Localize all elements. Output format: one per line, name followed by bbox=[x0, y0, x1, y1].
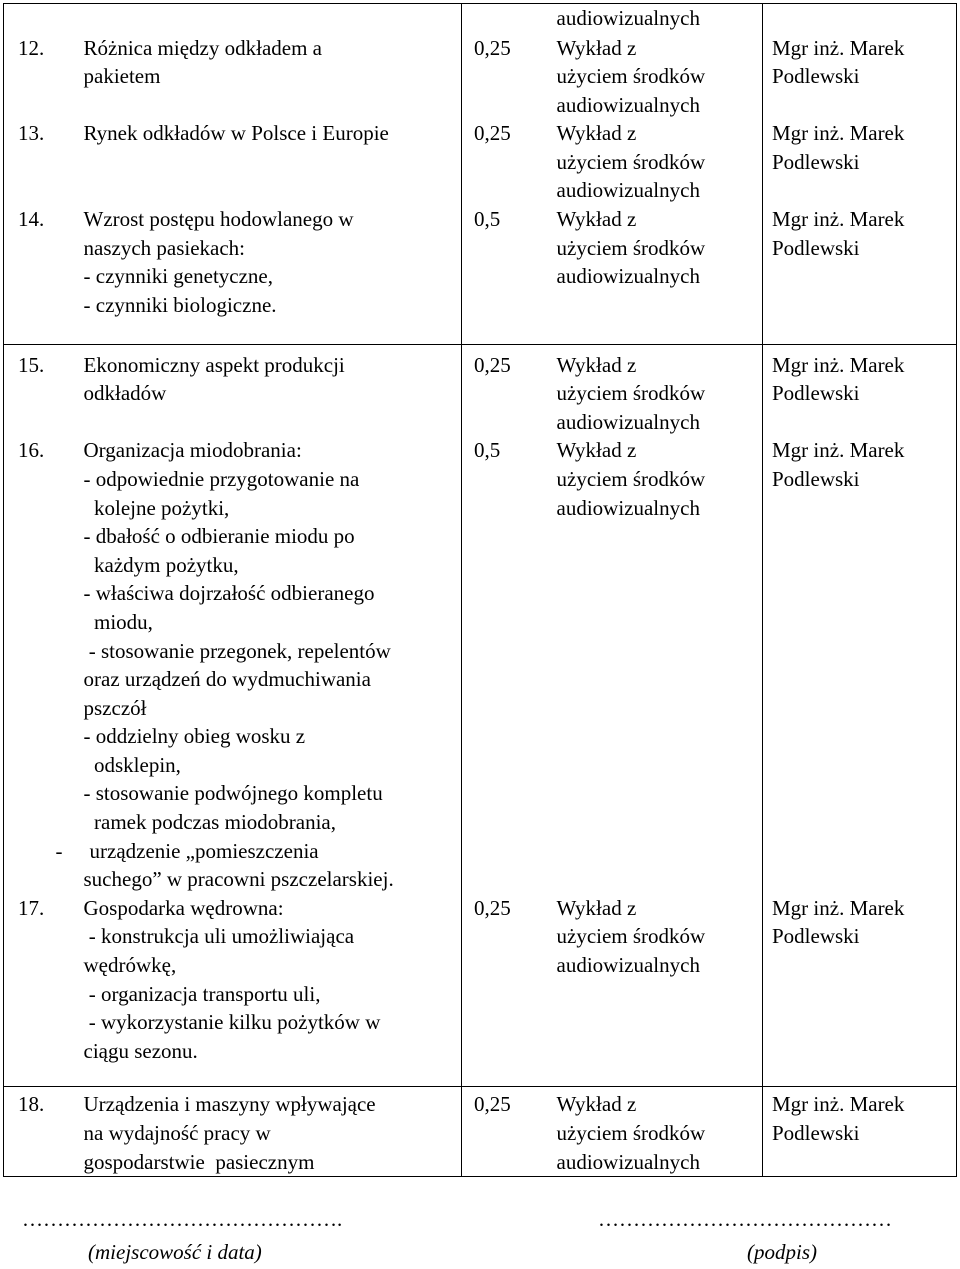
table-row bbox=[4, 119, 957, 205]
topic-line: - konstrukcja uli umożliwiająca bbox=[83, 924, 355, 949]
topic-line: naszych pasiekach: bbox=[83, 235, 246, 260]
lecturer-line: Mgr inż. Marek bbox=[772, 1092, 905, 1117]
topic-line: - stosowanie przegonek, repelentów bbox=[83, 638, 391, 663]
form-line: Wykład z bbox=[556, 121, 637, 146]
form-line: audiowizualnych bbox=[556, 953, 700, 978]
topic-line: Wzrost postępu hodowlanego w bbox=[83, 207, 354, 232]
topic-line: - organizacja transportu uli, bbox=[83, 981, 321, 1006]
topic-line: - czynniki genetyczne, bbox=[83, 264, 273, 289]
table-row bbox=[4, 34, 957, 120]
row-number: 16. bbox=[18, 438, 45, 463]
topic-line: - dbałość o odbieranie miodu po bbox=[83, 524, 355, 549]
form-line: użyciem środków bbox=[556, 381, 706, 406]
form-line: użyciem środków bbox=[556, 149, 706, 174]
lecturer-line: Podlewski bbox=[772, 466, 860, 491]
lecturer-line: Mgr inż. Marek bbox=[772, 207, 905, 232]
topic-line: Organizacja miodobrania: bbox=[83, 438, 302, 463]
hours-value: 0,25 bbox=[474, 1092, 511, 1117]
topic-line: ramek podczas miodobrania, bbox=[83, 810, 336, 835]
row-number: 13. bbox=[18, 121, 45, 146]
topic-line: Różnica między odkładem a bbox=[83, 35, 322, 60]
hours-value: 0,5 bbox=[474, 438, 501, 463]
lecturer-line: Mgr inż. Marek bbox=[772, 438, 905, 463]
topic-line: - czynniki biologiczne. bbox=[83, 292, 277, 317]
topic-line: - oddzielny obieg wosku z bbox=[83, 724, 306, 749]
place-date-dots: ………………………………………. bbox=[22, 1207, 343, 1231]
signature-label: (podpis) bbox=[747, 1240, 817, 1264]
place-date-label: (miejscowość i data) bbox=[88, 1240, 262, 1264]
topic-line: - odpowiednie przygotowanie na bbox=[83, 466, 360, 491]
hours-value: 0,25 bbox=[474, 35, 511, 60]
form-line: użyciem środków bbox=[556, 64, 706, 89]
hours-value: 0,25 bbox=[474, 352, 511, 377]
topic-line: Rynek odkładów w Polsce i Europie bbox=[83, 121, 389, 146]
topic-line: miodu, bbox=[83, 609, 153, 634]
topic-line: suchego” w pracowni pszczelarskiej. bbox=[83, 867, 394, 892]
topic-line: pakietem bbox=[83, 64, 161, 89]
row-number: 18. bbox=[18, 1092, 45, 1117]
lecturer-line: Podlewski bbox=[772, 235, 860, 260]
row-number: 12. bbox=[18, 35, 45, 60]
topic-line: wędrówkę, bbox=[83, 953, 177, 978]
form-line: Wykład z bbox=[556, 352, 637, 377]
hours-value: 0,25 bbox=[474, 121, 511, 146]
table-row bbox=[4, 344, 957, 436]
topic-line: na wydajność pracy w bbox=[83, 1120, 271, 1145]
table-row bbox=[4, 4, 957, 34]
topic-line: - stosowanie podwójnego kompletu bbox=[83, 781, 383, 806]
form-line: audiowizualnych bbox=[556, 178, 700, 203]
hanging-dash: - bbox=[55, 839, 63, 864]
form-line: audiowizualnych bbox=[556, 495, 700, 520]
table-row bbox=[4, 894, 957, 1087]
topic-line: odkładów bbox=[83, 381, 167, 406]
form-line: użyciem środków bbox=[556, 924, 706, 949]
lecturer-line: Mgr inż. Marek bbox=[772, 352, 905, 377]
form-line: audiowizualnych bbox=[556, 92, 700, 117]
signature-dots: …………………………………… bbox=[598, 1207, 892, 1231]
row-number: 17. bbox=[18, 895, 45, 920]
lecturer-line: Podlewski bbox=[772, 64, 860, 89]
lecturer-line: Mgr inż. Marek bbox=[772, 895, 905, 920]
form-line: użyciem środków bbox=[556, 1120, 706, 1145]
hours-value: 0,25 bbox=[474, 895, 511, 920]
form-line: audiowizualnych bbox=[556, 1149, 700, 1174]
table-row bbox=[4, 205, 957, 344]
lecturer-line: Podlewski bbox=[772, 924, 860, 949]
table-row bbox=[4, 1087, 957, 1177]
row-number: 15. bbox=[18, 352, 45, 377]
form-line: Wykład z bbox=[556, 895, 637, 920]
curriculum-table bbox=[3, 3, 957, 1177]
topic-line: Urządzenia i maszyny wpływające bbox=[83, 1092, 376, 1117]
form-line: audiowizualnych bbox=[556, 409, 700, 434]
form-line: użyciem środków bbox=[556, 466, 706, 491]
form-line: Wykład z bbox=[556, 35, 637, 60]
form-line: Wykład z bbox=[556, 207, 637, 232]
topic-line: ciągu sezonu. bbox=[83, 1038, 198, 1063]
topic-line: odsklepin, bbox=[83, 752, 181, 777]
form-line: Wykład z bbox=[556, 438, 637, 463]
lecturer-line: Podlewski bbox=[772, 381, 860, 406]
topic-line: Gospodarka wędrowna: bbox=[83, 895, 284, 920]
form-line: audiowizualnych bbox=[556, 264, 700, 289]
topic-line: - wykorzystanie kilku pożytków w bbox=[83, 1010, 381, 1035]
topic-line: - właściwa dojrzałość odbieranego bbox=[83, 581, 375, 606]
topic-line: kolejne pożytki, bbox=[83, 495, 230, 520]
lecturer-line: Mgr inż. Marek bbox=[772, 121, 905, 146]
lecturer-line: Podlewski bbox=[772, 1120, 860, 1145]
lecturer-line: Podlewski bbox=[772, 149, 860, 174]
topic-line: urządzenie „pomieszczenia bbox=[89, 838, 319, 863]
topic-line: gospodarstwie pasiecznym bbox=[83, 1149, 315, 1174]
table-row bbox=[4, 436, 957, 894]
topic-line: pszczół bbox=[83, 695, 147, 720]
form-carry-text: audiowizualnych bbox=[556, 6, 700, 30]
row-number: 14. bbox=[18, 207, 45, 232]
hours-value: 0,5 bbox=[474, 207, 501, 232]
topic-line: każdym pożytku, bbox=[83, 552, 239, 577]
lecturer-line: Mgr inż. Marek bbox=[772, 35, 905, 60]
form-line: Wykład z bbox=[556, 1092, 637, 1117]
form-line: użyciem środków bbox=[556, 235, 706, 260]
topic-line: Ekonomiczny aspekt produkcji bbox=[83, 352, 345, 377]
topic-line: oraz urządzeń do wydmuchiwania bbox=[83, 667, 371, 692]
